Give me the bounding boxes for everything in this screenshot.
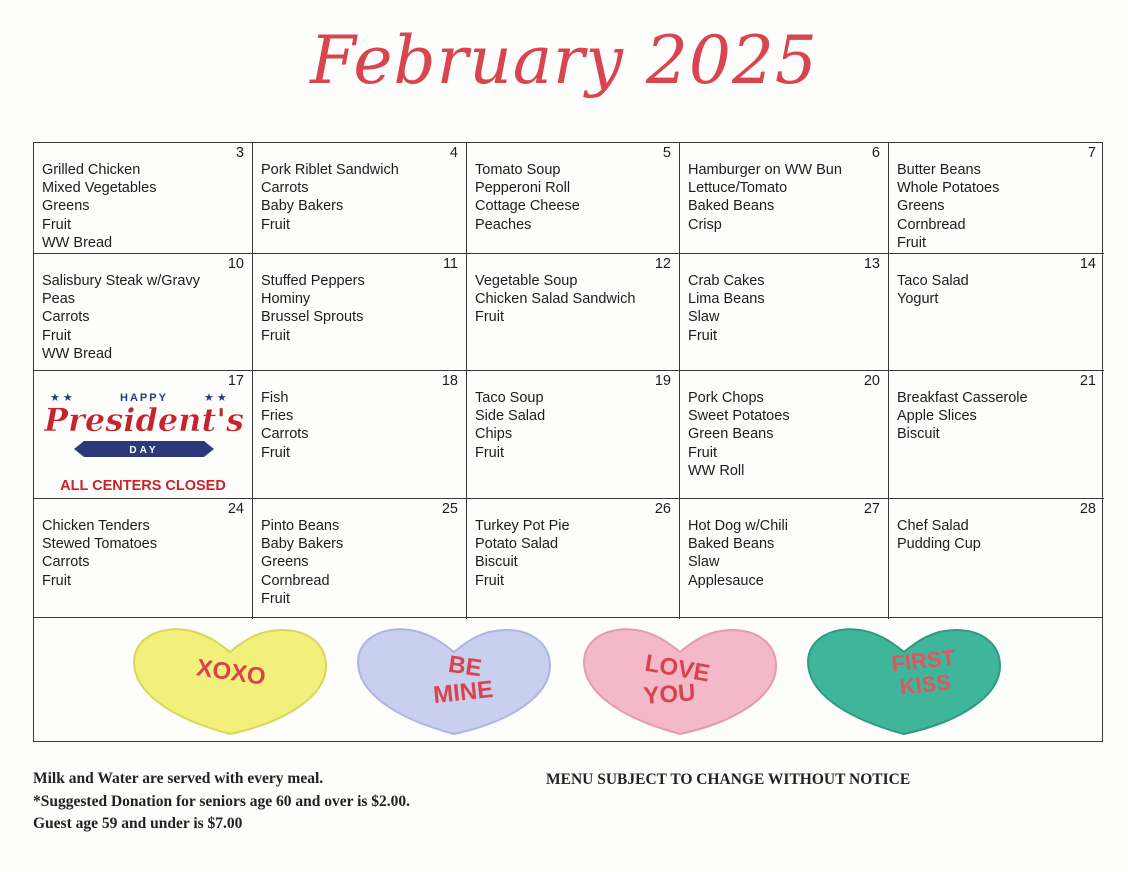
- heart-text-1: LOVE: [642, 649, 712, 688]
- menu-item: Mixed Vegetables: [42, 180, 157, 197]
- day-number: 27: [863, 501, 880, 517]
- day-cell: [467, 499, 680, 619]
- day-number: 24: [227, 501, 244, 517]
- day-cell: [680, 499, 889, 619]
- menu-item: Salisbury Steak w/Gravy: [42, 273, 200, 289]
- menu-item: Potato Salad: [475, 536, 559, 553]
- menu-item: Biscuit: [475, 554, 518, 571]
- menu-item: Greens: [42, 198, 90, 215]
- menu-item: Baked Beans: [688, 198, 775, 215]
- day-cell: [34, 499, 253, 619]
- logo-day-text: DAY: [129, 445, 159, 456]
- menu-item: Greens: [261, 554, 309, 571]
- menu-item: Hamburger on WW Bun: [688, 162, 842, 178]
- logo-happy-text: HAPPY: [120, 392, 168, 404]
- day-number: 12: [654, 256, 671, 272]
- menu-item: Apple Slices: [897, 408, 977, 425]
- footer-line-senior-donation: *Suggested Donation for seniors age 60 and over is $2.00.: [33, 792, 411, 810]
- menu-item: Fruit: [261, 444, 290, 461]
- menu-item: Fruit: [261, 327, 290, 344]
- menu-item: Taco Salad: [897, 273, 969, 289]
- day-cell: [680, 254, 889, 371]
- menu-item: Baby Bakers: [261, 536, 344, 553]
- footer-info: [33, 768, 410, 836]
- menu-item: Green Beans: [688, 426, 774, 443]
- menu-item: Stewed Tomatoes: [42, 536, 157, 553]
- menu-item: Crisp: [688, 216, 722, 233]
- presidents-day-logo: [44, 385, 244, 465]
- menu-item: Carrots: [261, 426, 309, 443]
- day-cell: [34, 254, 253, 371]
- day-number: 25: [441, 501, 458, 517]
- menu-item: Lettuce/Tomato: [688, 180, 788, 197]
- menu-item: Fruit: [475, 309, 504, 326]
- menu-calendar-grid: [33, 142, 1103, 618]
- menu-item: Carrots: [261, 180, 309, 197]
- menu-item: Fruit: [688, 327, 717, 344]
- menu-item: Greens: [897, 198, 945, 215]
- menu-item: Chicken Tenders: [42, 518, 150, 534]
- day-cell: [253, 499, 467, 619]
- menu-item: Breakfast Casserole: [897, 390, 1028, 406]
- day-cell: [680, 371, 889, 499]
- menu-item: Turkey Pot Pie: [475, 518, 570, 534]
- menu-item: Biscuit: [897, 426, 940, 443]
- day-number: 14: [1079, 256, 1096, 272]
- star-icon: ★ ★: [204, 392, 227, 404]
- menu-item: Fruit: [42, 572, 71, 589]
- day-number: 20: [863, 373, 880, 389]
- menu-item: Fruit: [475, 444, 504, 461]
- day-number: 19: [654, 373, 671, 389]
- menu-item: Pinto Beans: [261, 518, 340, 534]
- menu-item: Fruit: [897, 234, 926, 251]
- day-number: 10: [227, 256, 244, 272]
- menu-item: Crab Cakes: [688, 273, 765, 289]
- day-cell: [467, 143, 680, 254]
- heart-first-kiss-icon: [804, 622, 1004, 737]
- heart-text-2: MINE: [431, 675, 495, 710]
- menu-item: Fruit: [261, 590, 290, 607]
- menu-item: Peas: [42, 291, 76, 308]
- heart-xoxo-icon: [130, 622, 330, 737]
- centers-closed-label: ALL CENTERS CLOSED: [60, 478, 226, 494]
- day-number: 21: [1079, 373, 1096, 389]
- heart-text-1: BE: [446, 650, 484, 683]
- menu-item: Pork Riblet Sandwich: [261, 162, 399, 178]
- menu-item: Baked Beans: [688, 536, 775, 553]
- day-cell: [889, 371, 1104, 499]
- menu-item: Fruit: [475, 572, 504, 589]
- menu-item: Carrots: [42, 554, 90, 571]
- logo-presidents-text: President's: [44, 401, 244, 439]
- menu-item: Pork Chops: [688, 390, 764, 406]
- candy-hearts-banner: [33, 618, 1103, 742]
- day-cell-holiday: [34, 371, 253, 499]
- day-cell: [467, 371, 680, 499]
- day-number: 3: [235, 145, 244, 161]
- heart-text-2: YOU: [642, 679, 697, 710]
- menu-change-notice: MENU SUBJECT TO CHANGE WITHOUT NOTICE: [546, 771, 911, 788]
- menu-item: Fries: [261, 408, 294, 425]
- day-cell: [889, 499, 1104, 619]
- menu-item: Fruit: [261, 216, 290, 233]
- footer-line-guest-price: Guest age 59 and under is $7.00: [33, 815, 243, 832]
- menu-item: Cornbread: [261, 572, 330, 589]
- menu-item: WW Roll: [688, 462, 745, 479]
- menu-item: Chips: [475, 426, 513, 443]
- heart-be-mine-icon: [354, 622, 554, 737]
- menu-item: Chicken Salad Sandwich: [475, 291, 636, 308]
- heart-text-1: FIRST: [890, 644, 957, 677]
- heart-love-you-icon: [580, 622, 780, 737]
- menu-item: Fish: [261, 390, 289, 406]
- day-number: 18: [441, 373, 458, 389]
- menu-item: Hominy: [261, 291, 311, 308]
- heart-text-1: XOXO: [194, 654, 268, 691]
- menu-item: Chef Salad: [897, 518, 969, 534]
- heart-text-2: KISS: [898, 669, 953, 700]
- day-cell: [253, 254, 467, 371]
- menu-item: Fruit: [688, 444, 717, 461]
- day-number: 7: [1087, 145, 1096, 161]
- menu-item: Hot Dog w/Chili: [688, 518, 788, 534]
- menu-item: Cornbread: [897, 216, 966, 233]
- menu-item: Peaches: [475, 216, 532, 233]
- menu-item: Slaw: [688, 309, 720, 326]
- day-cell: [34, 143, 253, 254]
- menu-item: Side Salad: [475, 408, 546, 425]
- day-number: 11: [442, 256, 458, 272]
- menu-item: Sweet Potatoes: [688, 408, 790, 425]
- day-cell: [889, 254, 1104, 371]
- menu-item: Cottage Cheese: [475, 198, 580, 215]
- footer-line-milk: Milk and Water are served with every meal.: [33, 770, 324, 787]
- day-number: 17: [227, 373, 244, 389]
- menu-item: Applesauce: [688, 572, 764, 589]
- menu-item: Pepperoni Roll: [475, 180, 571, 197]
- page-title: February 2025: [310, 22, 818, 99]
- menu-item: Yogurt: [897, 291, 939, 308]
- day-cell: [889, 143, 1104, 254]
- menu-item: WW Bread: [42, 234, 113, 251]
- menu-item: Carrots: [42, 309, 90, 326]
- day-number: 4: [449, 145, 458, 161]
- star-icon: ★ ★: [50, 392, 73, 404]
- menu-item: Taco Soup: [475, 390, 544, 406]
- menu-item: Vegetable Soup: [475, 273, 578, 289]
- menu-item: WW Bread: [42, 345, 113, 362]
- menu-item: Stuffed Peppers: [261, 273, 365, 289]
- day-number: 5: [662, 145, 671, 161]
- menu-item: Butter Beans: [897, 162, 981, 178]
- menu-item: Grilled Chicken: [42, 162, 141, 178]
- menu-item: Pudding Cup: [897, 536, 981, 553]
- menu-item: Brussel Sprouts: [261, 309, 364, 326]
- menu-item: Tomato Soup: [475, 162, 561, 178]
- menu-item: Fruit: [42, 216, 71, 233]
- day-cell: [467, 254, 680, 371]
- menu-item: Fruit: [42, 327, 71, 344]
- menu-item: Baby Bakers: [261, 198, 344, 215]
- menu-item: Lima Beans: [688, 291, 765, 308]
- menu-item: Whole Potatoes: [897, 180, 1000, 197]
- day-number: 26: [654, 501, 671, 517]
- day-number: 13: [863, 256, 880, 272]
- day-cell: [253, 371, 467, 499]
- day-number: 28: [1079, 501, 1096, 517]
- day-number: 6: [871, 145, 880, 161]
- menu-item: Slaw: [688, 554, 720, 571]
- day-cell: [253, 143, 467, 254]
- day-cell: [680, 143, 889, 254]
